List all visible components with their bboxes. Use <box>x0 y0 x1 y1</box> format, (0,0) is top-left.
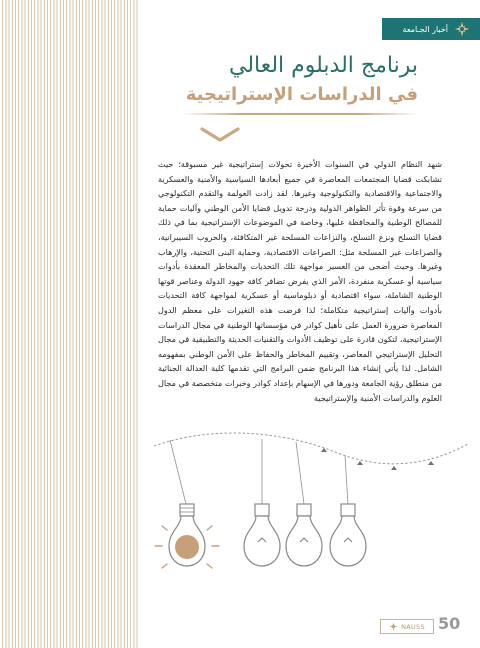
section-header-badge <box>382 18 480 40</box>
university-emblem-icon <box>454 21 470 37</box>
string-wire <box>154 433 468 464</box>
article-body: شهد النظام الدولي في السنوات الأخيرة تحولات إستراتيجية غير مسبوقة؛ حيث تشابكت قضايا المجتمعات المعاصرة في جميع أبعادها السياسية والأمنية والعسكرية والاجتماعية والاقتصادية والتكنولوجية وغيرها. لقد زادت العولمة والتقدم التكنولوجي من سرعة وقوة تأثر الظواهر الدولية ودرجة تدويل قضايا الأمن الوطني وآليات حماية للمصالح الوطنية والمحافظة عليها، وخاصة في الموضوعات الإستراتيجية بما في ذلك قضايا التسلح ونزع التسلح، والنزاعات المسلحة غير المتكافئة، والحروب السيبرانية، والصراعات غير المسلحة مثل: الصراعات الاقتصادية، وحماية البنى التحتية، والإرهاب وغيرها. وحيث أضحى من العسير مواجهة تلك التحديات والمخاطر المعقدة بأدوات سياسية أو عسكرية منفردة، الأمر الذي يفرض تضافر كافة جهود الدولة وعناصر قوتها الوطنية الشاملة، سواء اقتصادية أو دبلوماسية أو عسكرية لمواجهة كافة التحديات بأدوات وآليات إستراتيجية متكاملة؛ لذا فرضت هذه التغيرات على معظم الدول المعاصرة ضرورة العمل على تأهيل كوادر في مؤسساتها الوطنية في مجال الدراسات الإستراتيجية، لتكون قادرة على توظيف الأدوات والتقنيات الحديثة والتطبيقية في مجال التحليل الإستراتيجي المعاصر، وتقييم المخاطر والحفاظ على الأمن الوطني بمفهومه الشامل. لذا يأتي إنشاء هذا البرنامج ضمن البرامج التي تقدمها كلية العدالة الجنائية من منطلق رؤية الجامعة ودورها في الإسهام بإعداد كوادر وخبرات متخصصة في مجال العلوم والدراسات الأمنية والإستراتيجية <box>158 159 442 403</box>
light-bulb-off <box>286 504 322 566</box>
light-bulb-off <box>244 504 280 566</box>
page-subtitle: في الدراسات الإستراتيجية <box>185 84 418 105</box>
nauss-logo <box>380 619 434 634</box>
title-divider <box>181 113 419 115</box>
hanging-light-bulbs-icon <box>150 422 470 592</box>
light-bulb-lit <box>155 504 219 568</box>
chevron-down-icon <box>200 127 240 143</box>
decorative-stripes <box>0 0 139 648</box>
page-title: برنامج الدبلوم العالي <box>229 53 418 78</box>
logo-text: NAUSS <box>401 622 425 631</box>
light-bulb-off <box>330 504 366 566</box>
university-emblem-icon <box>389 622 398 631</box>
section-label: أخبار الجـامعة <box>402 24 448 34</box>
page-number: 50 <box>438 614 461 633</box>
